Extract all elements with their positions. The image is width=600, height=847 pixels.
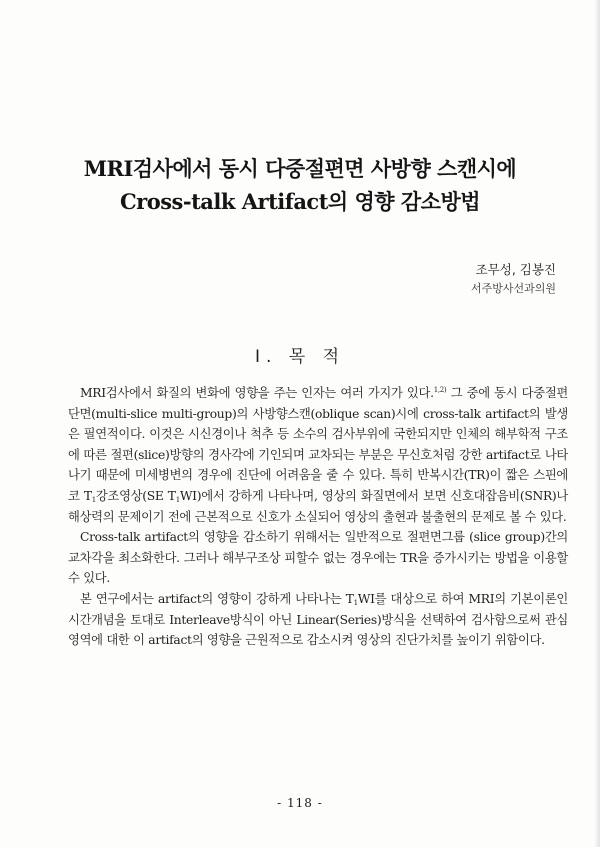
p1-sub-1: 1 <box>91 495 96 504</box>
authors: 조무성, 김봉진 <box>475 262 556 277</box>
paragraph-3 <box>68 589 568 651</box>
p3-text-b: WI를 대상으로 하여 MRI의 기본이론인 시간개념을 토대로 Interleave방식이 아닌 Linear(Series)방식을 선택하여 검사함으로써 관심영역에 대한 이 artifact의 영향을 근원적으로 감소시켜 영상의 진단가치를 높이기 위함이다. <box>68 591 568 648</box>
section-heading <box>0 342 600 367</box>
p1-text-d: WI)에서 강하게 나타나며, 영상의 화질면에서 보면 신호대잡음비(SNR)나 해상력의 문제이기 전에 근본적으로 신호가 소실되어 영상의 출현과 불출현의 문제로 볼 수 있다. <box>68 488 569 524</box>
p1-sub-2: 1 <box>175 495 180 504</box>
title-line-2: Cross-talk Artifact의 영향 감소방법 <box>119 189 481 214</box>
p1-text-a: MRI검사에서 화질의 변화에 영향을 주는 인자는 여러 가지가 있다. <box>80 386 434 400</box>
page-edge-shadow <box>594 0 600 847</box>
section-number: Ⅰ. <box>254 347 278 367</box>
page-number: - 118 - <box>277 796 323 810</box>
section-title: 목 적 <box>288 347 346 367</box>
p1-text-c: 강조영상(SE T <box>95 488 176 503</box>
paragraph-2: Cross-talk artifact의 영향을 감소하기 위해서는 일반적으로 절편면그룹 (slice group)간의 교차각을 최소화한다. 그러나 해부구조상 피할수 없는 경우에는 TR을 증가시키는 방법을 이용할 수 있다. <box>68 530 568 586</box>
p1-text-b: 그 중에 동시 다중절편단면(multi-slice multi-group)의 사방향스캔(oblique scan)시에 cross-talk artifact의 발생은 필연적이다. 이것은 시신경이나 척추 등 소수의 검사부위에 국한되지만 인체의 해부학적 구조에 따른 절편(slice)방향의 경사각에 기인되며 교차되는 부분은 무신호처럼 강한 artifact로 나타나기 때문에 미세병변의 경우에 진단에 어려움을 줄 수 있다. 특히 반복시간(TR)이 짧은 스핀에코 T <box>68 386 568 503</box>
p3-sub: 1 <box>353 598 358 607</box>
paragraph-1 <box>68 383 568 527</box>
p3-text-a: 본 연구에서는 artifact의 영향이 강하게 나타나는 T <box>80 591 354 606</box>
affiliation: 서주방사선과의원 <box>470 282 556 295</box>
body-text <box>68 383 568 651</box>
title-line-1: MRI검사에서 동시 다중절편면 사방향 스캔시에 <box>83 156 517 181</box>
p1-reference: 1,2) <box>433 386 447 394</box>
